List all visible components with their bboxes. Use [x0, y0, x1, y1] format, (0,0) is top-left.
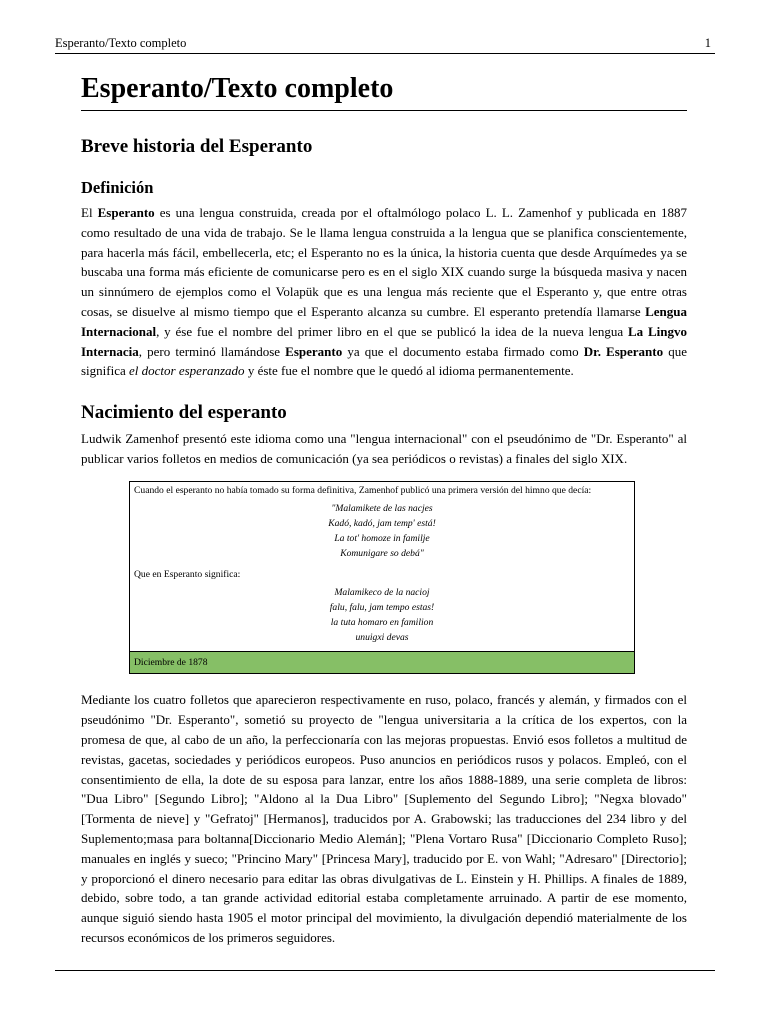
hymn-verse: Kadó, kadó, jam temp' está!: [328, 517, 436, 529]
hymn-verses-esperanto: [130, 583, 634, 650]
hymn-verse: Komunigare so debá": [340, 548, 424, 560]
hymn-verse: La tot' homoze in familje: [334, 533, 430, 545]
page-title: Esperanto/Texto completo: [81, 70, 687, 111]
hymn-verse: unuigxi devas: [355, 632, 409, 644]
nacimiento-main-paragraph: Mediante los cuatro folletos que aparecieron respectivamente en ruso, polaco, francés y alemán, y firmados con el pseudónimo "Dr. Esperanto", sometió su proyecto de "lengua universitaria a la crítica de los expertos, con la promesa de que, al cabo de un año, la perfeccionaría con las mejoras propuestas. Envió esos folletos a multitud de revistas, gacetas, sociedades y periódicos europeos. Puso anuncios en periódicos rusos y polacos. Empleó, con el consentimiento de ella, la dote de su esposa para lanzar, entre los años 1888-1889, una serie completa de libros: "Dua Libro" [Segundo Libro]; "Aldono al la Dua Libro" [Suplemento del Segundo Libro]; "Negxa blovado" [Tormenta de nieve] y "Gefratoj" [Hermanos], traducidos por A. Grabowski; las traducciones del 234 libro y del Suplemento;masa para boltanna[Diccionario Medio Alemán]; "Plena Vortaro Rusa" [Diccionario Completo Ruso]; manuales en inglés y sueco; "Princino Mary" [Princesa Mary], traducido por E. von Wahl; "Adresaro" [Directorio]; y proporcionó el dinero necesario para editar las obras divulgativas de L. Einstein y H. Phillips. A finales de 1889, debido, sobre todo, a tan grande actividad editorial estaba completamente arruinado. A partir de ese momento, aunque siguió siendo hasta 1905 el motor principal del movimiento, la divulgación dependió materialmente de los recursos económicos de los primeros seguidores.: [81, 692, 687, 945]
hymn-date-caption: Diciembre de 1878: [130, 651, 634, 673]
section-heading-nacimiento: Nacimiento del esperanto: [81, 402, 287, 424]
footer-rule: [55, 970, 715, 971]
definicion-paragraph: [81, 203, 687, 381]
hymn-verse: Malamikeco de la nacioj: [334, 586, 430, 598]
text-run: ya que el documento estaba firmado como: [342, 343, 584, 359]
emphasis-term: Lengua Internacional: [81, 303, 687, 339]
text-run: , y ése fue el nombre del primer libro en el que se publicó la idea de la nueva lengua: [156, 323, 629, 339]
hymn-intro: Cuando el esperanto no había tomado su forma definitiva, Zamenhof publicó una primera versión del himno que decía:: [134, 484, 592, 496]
header-rule: [55, 53, 715, 54]
nacimiento-intro-paragraph: Ludwik Zamenhof presentó este idioma como una "lengua internacional" con el pseudónimo de "Dr. Esperanto" al publicar varios folletos en medios de comunicación (ya sea periódicos o revistas) a finales del siglo XIX.: [81, 431, 687, 466]
emphasis-term: Esperanto: [285, 343, 343, 359]
section-heading-definicion: Definición: [81, 178, 154, 197]
hymn-verse: falu, falu, jam tempo estas!: [329, 601, 435, 613]
hymn-translation-intro: Que en Esperanto significa:: [134, 568, 241, 580]
text-run: y éste fue el nombre que le quedó al idioma permanentemente.: [244, 363, 574, 379]
hymn-quote-box: [129, 481, 635, 675]
running-header: [55, 36, 715, 50]
emphasis-term: el doctor esperanzado: [129, 363, 245, 379]
text-run: El: [81, 205, 98, 220]
text-run: , pero terminó llamándose: [138, 343, 286, 359]
hymn-verse: "Malamikete de las nacjes: [331, 502, 433, 514]
text-run: que significa: [81, 343, 687, 379]
emphasis-term: Dr. Esperanto: [583, 343, 664, 359]
text-run: es una lengua construida, creada por el oftalmólogo polaco L. L. Zamenhof y publicada en 1887 como resultado de una vida de trabajo. Se le llama lengua construida a la lengua que se planifica conscientemente, para hacerla más fácil, embellecerla, etc; el Esperanto no es la única, la historia cuenta que desde Arquímedes ya se buscaba una forma más eficiente de comunicarse pero es en el siglo XIX cuando surge la búsqueda masiva y nacen un sinnúmero de ejemplos como el Volapük que es una lengua más reciente que el Esperanto y, que entre otras cosas, se disuelve al mismo tiempo que el Esperanto alcanza su cumbre. El esperanto pretendía llamarse: [81, 205, 687, 319]
emphasis-term: Esperanto: [97, 205, 155, 220]
page-number: 1: [704, 36, 711, 50]
running-header-title: Esperanto/Texto completo: [55, 36, 187, 50]
article-body: [81, 70, 687, 948]
emphasis-term: La Lingvo Internacia: [81, 323, 688, 359]
hymn-verse: la tuta homaro en familion: [330, 616, 434, 628]
hymn-verses-original: [130, 499, 634, 566]
section-heading-history: Breve historia del Esperanto: [81, 136, 313, 157]
